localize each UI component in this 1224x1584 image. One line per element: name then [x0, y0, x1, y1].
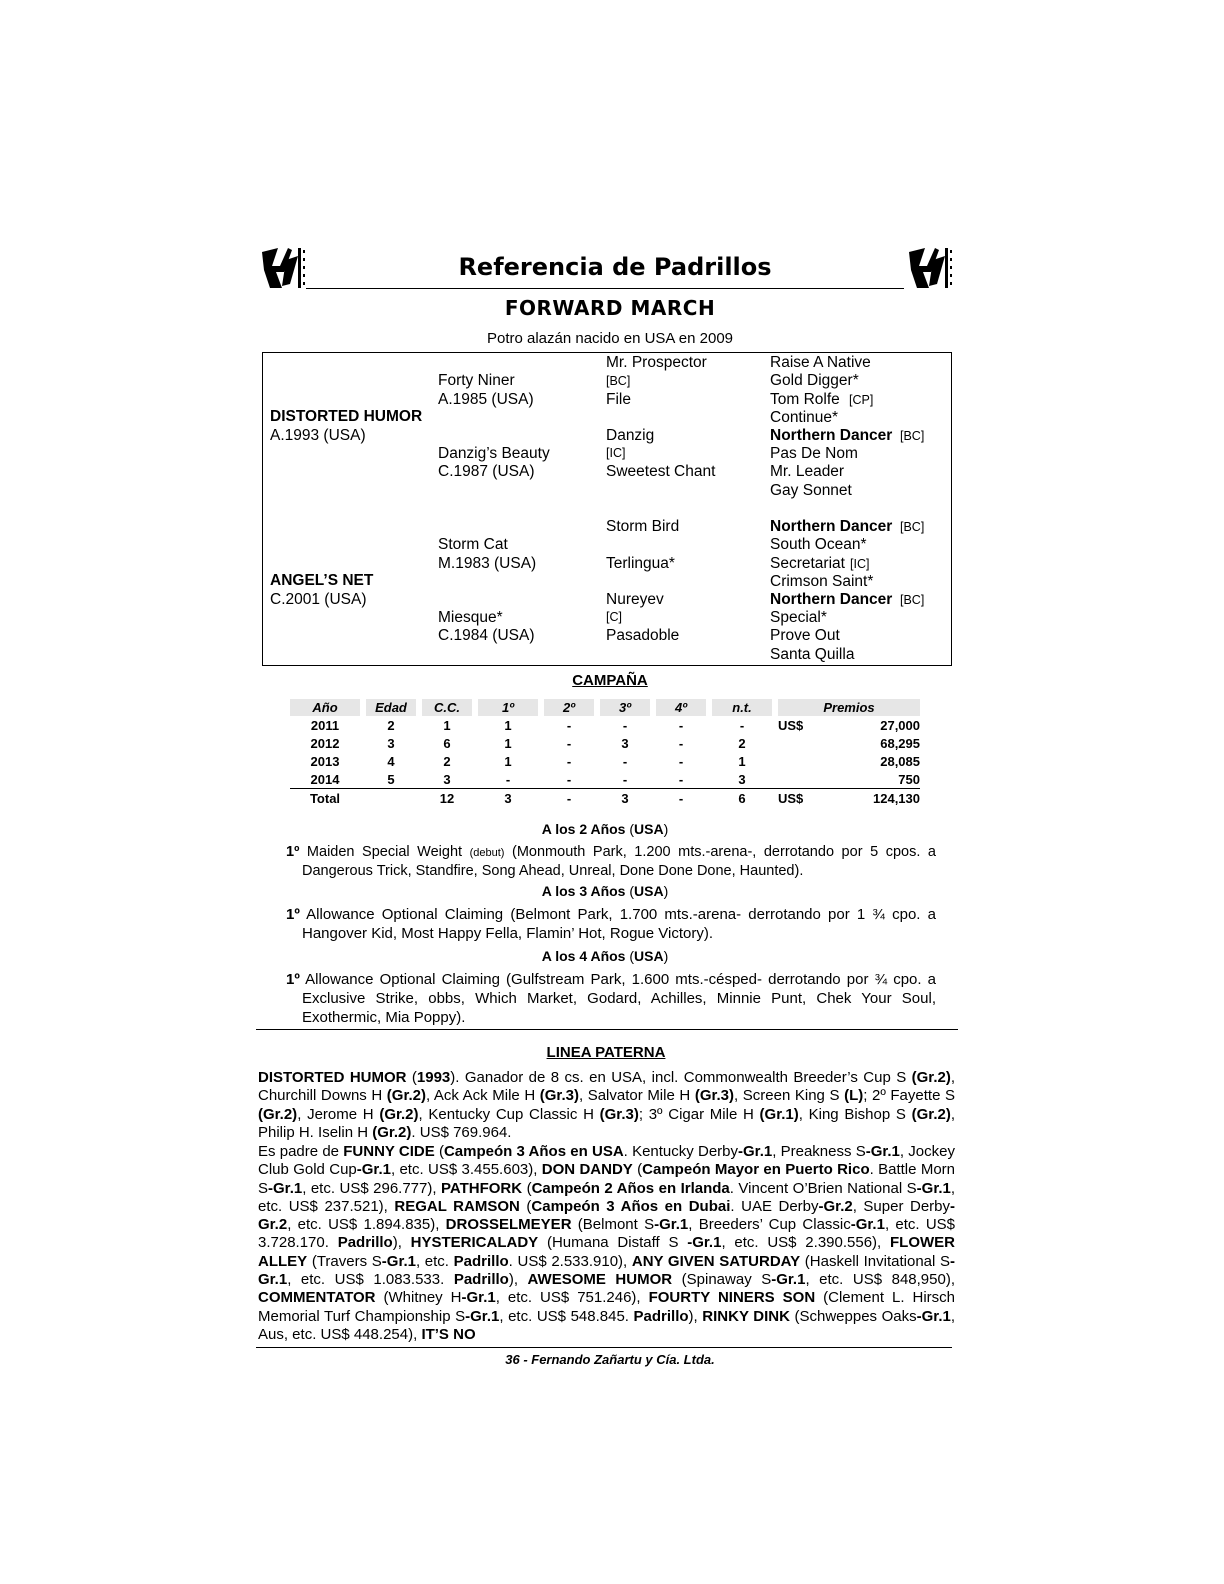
- table-cell: 5: [387, 771, 395, 787]
- table-row-total: [290, 789, 920, 808]
- wins-2-label: A los 2 Años: [541, 821, 626, 837]
- logo-left: [258, 244, 308, 294]
- campaign-header-row: [290, 699, 920, 716]
- linea-paragraph-1: [258, 1069, 955, 1142]
- text-run: -Gr.1: [654, 1216, 689, 1234]
- table-cell: 2: [387, 717, 395, 733]
- table-cell: 12: [422, 789, 472, 808]
- text-run: (Humana Distaff S: [538, 1234, 688, 1252]
- pedigree-g4-name: Northern Dancer: [770, 518, 893, 535]
- text-run: , Aus, etc. US$ 448.254),: [258, 1307, 955, 1343]
- col-header: C.C.: [422, 699, 472, 716]
- text-run: (: [406, 1069, 417, 1086]
- pedigree-g3-tag: [C]: [606, 610, 622, 624]
- col-header: Premios: [778, 699, 920, 716]
- table-cell: 1: [504, 735, 512, 751]
- text-run: PATHFORK: [441, 1179, 523, 1197]
- text-run: (Gr.3): [539, 1087, 579, 1105]
- wins-2-title: A los 2 Años (USA): [541, 821, 669, 837]
- pedigree-g4-name: Santa Quilla: [770, 646, 855, 663]
- header-rule: [306, 288, 904, 289]
- pedigree-g4-name: Northern Dancer: [770, 591, 893, 608]
- text-run: Padrillo: [633, 1307, 689, 1325]
- table-cell: 2013: [310, 753, 340, 769]
- table-cell-currency: [778, 734, 828, 752]
- text-run: , etc. US$ 237.521),: [258, 1179, 956, 1215]
- table-cell: -: [622, 717, 628, 733]
- table-cell: 3: [387, 735, 395, 751]
- text-run: . US$ 769.964.: [411, 1123, 512, 1141]
- text-run: , Kentucky Cup Classic H: [418, 1105, 600, 1123]
- text-run: -Gr.1: [771, 1271, 806, 1289]
- col-header: 3º: [600, 699, 650, 716]
- col-header: 2º: [544, 699, 594, 716]
- text-run: -Gr.1: [465, 1307, 500, 1325]
- text-run: . Battle Morn S: [258, 1161, 956, 1197]
- wins-lead: 1º: [286, 971, 300, 988]
- text-run: REGAL RAMSON: [394, 1197, 520, 1215]
- table-cell: -: [566, 717, 572, 733]
- text-run: Es padre de: [258, 1143, 344, 1160]
- table-cell: -: [678, 771, 684, 787]
- pedigree-g2-name: Danzig’s Beauty: [438, 445, 550, 462]
- col-header: Edad: [366, 699, 416, 716]
- wins-debut: (debut): [469, 847, 505, 859]
- table-cell: -: [566, 753, 572, 769]
- pedigree-g3-tag: [BC]: [606, 374, 631, 388]
- text-run: -Gr.1: [268, 1179, 303, 1197]
- text-run: Padrillo: [453, 1271, 509, 1289]
- page-title: Referencia de Padrillos: [458, 253, 772, 281]
- text-run: , Ack Ack Mile H: [425, 1087, 540, 1105]
- pedigree-g4-name: Secretariat: [770, 555, 845, 572]
- pedigree-g3-name: Sweetest Chant: [606, 463, 716, 480]
- text-run: -Gr.1: [738, 1143, 773, 1160]
- text-run: ; 3º Cigar Mile H: [638, 1105, 760, 1123]
- table-row: [290, 734, 920, 752]
- section-rule: [256, 1029, 958, 1030]
- text-run: , Screen King S: [734, 1087, 845, 1105]
- text-run: . Vincent O’Brien National S: [729, 1179, 917, 1197]
- text-run: , Churchill Downs H: [258, 1069, 955, 1105]
- text-run: (Gr.2): [911, 1069, 951, 1086]
- text-run: (Spinaway S: [672, 1271, 772, 1289]
- pedigree-g4-tag: [BC]: [900, 429, 925, 443]
- table-cell-currency: US$: [778, 717, 804, 733]
- pedigree-g4-tag: [CP]: [849, 393, 874, 407]
- wins-country: USA: [634, 821, 664, 837]
- text-run: , etc. US$ 1.894.835),: [287, 1216, 446, 1234]
- table-cell: 4: [387, 753, 395, 769]
- text-run: , Philip H. Iselin H: [258, 1105, 955, 1141]
- table-cell: 6: [443, 735, 451, 751]
- pedigree-g3-tag: [IC]: [606, 446, 626, 460]
- text-run: FUNNY CIDE: [343, 1143, 435, 1160]
- text-run: -Gr.2: [258, 1197, 956, 1234]
- text-run: , etc. US$ 296.777),: [302, 1179, 441, 1197]
- text-run: FLOWER ALLEY: [258, 1234, 955, 1270]
- table-cell: 3: [621, 735, 629, 751]
- text-run: ),: [392, 1234, 411, 1252]
- table-cell: 1: [738, 753, 746, 769]
- pedigree-g2-info: A.1985 (USA): [438, 391, 534, 408]
- text-run: (: [434, 1143, 444, 1160]
- text-run: (Gr.2): [386, 1087, 426, 1105]
- pedigree-g2-name: Forty Niner: [438, 372, 515, 389]
- text-run: , Breeders’ Cup Classic: [688, 1216, 851, 1234]
- text-run: -Gr.1: [916, 1307, 951, 1325]
- table-cell: 6: [712, 789, 772, 808]
- text-run: . Kentucky Derby: [623, 1143, 739, 1160]
- wins-4-title: A los 4 Años (USA): [541, 948, 669, 964]
- text-run: RINKY DINK: [702, 1307, 790, 1325]
- text-run: COMMENTATOR: [258, 1289, 376, 1307]
- table-cell: -: [678, 735, 684, 751]
- pedigree-g4-tag: [BC]: [900, 593, 925, 607]
- pedigree-g2-info: M.1983 (USA): [438, 555, 537, 572]
- pedigree-g4-tag: [BC]: [900, 520, 925, 534]
- text-run: Padrillo: [453, 1252, 509, 1270]
- pedigree-g4-name: Pas De Nom: [770, 445, 858, 462]
- table-cell: -: [566, 771, 572, 787]
- pedigree-g4-name: Gold Digger*: [770, 372, 859, 389]
- text-run: -Gr.1: [687, 1234, 722, 1252]
- text-run: (Gr.3): [694, 1087, 735, 1105]
- text-run: -Gr.1: [916, 1179, 951, 1197]
- text-run: , etc. US$ 3.455.603),: [390, 1161, 542, 1179]
- pedigree-g4-name: Mr. Leader: [770, 463, 845, 480]
- pedigree-g4-name: South Ocean*: [770, 536, 867, 553]
- table-cell: 2: [738, 735, 746, 751]
- wins-detail: Allowance Optional Claiming (Gulfstream Park, 1.600 mts.-césped- derrotando por ¾ cpo. a Exclusive Strike, obbs, Which Market, Godard, Achilles, Minnie Punt, Chek Your Soul, Exothermic, Mia Poppy).: [299, 971, 936, 1026]
- text-run: Campeón 3 Años en USA: [443, 1143, 624, 1160]
- horse-name: FORWARD MARCH: [504, 296, 716, 320]
- wins-4-label: A los 4 Años: [541, 948, 626, 964]
- campaign-body: [290, 716, 920, 807]
- pedigree-g3-name: Nureyev: [606, 591, 664, 608]
- text-run: ),: [508, 1271, 528, 1289]
- text-run: ). Ganador de 8 cs. en USA, incl. Commonwealth Breeder’s Cup S: [450, 1069, 912, 1086]
- text-run: (Schweppes Oaks: [789, 1307, 917, 1325]
- pedigree-g2-name: Storm Cat: [438, 536, 508, 553]
- footer-rule: [256, 1347, 952, 1348]
- text-run: -Gr.1: [865, 1143, 900, 1160]
- text-run: . US$ 2.533.910),: [508, 1252, 632, 1270]
- text-run: ),: [688, 1307, 703, 1325]
- table-cell: -: [544, 789, 594, 808]
- text-run: , etc.: [415, 1252, 454, 1270]
- table-cell: -: [739, 717, 745, 733]
- pedigree-g3-name: Danzig: [606, 427, 655, 444]
- table-cell: [366, 789, 416, 808]
- table-cell: 3: [443, 771, 451, 787]
- text-run: (Gr.2): [258, 1105, 298, 1123]
- wins-lead: 1º: [286, 844, 300, 860]
- text-run: Padrillo: [337, 1234, 393, 1252]
- text-run: , etc. US$ 848,950),: [805, 1271, 955, 1289]
- table-cell: 1: [443, 717, 451, 733]
- pedigree-g3-name: Storm Bird: [606, 518, 680, 535]
- text-run: , etc. US$ 2.390.556),: [721, 1234, 890, 1252]
- text-run: AWESOME HUMOR: [527, 1271, 673, 1289]
- table-cell: -: [505, 771, 511, 787]
- table-cell: 3: [478, 789, 538, 808]
- text-run: (L): [844, 1087, 864, 1105]
- text-run: (: [519, 1197, 532, 1215]
- text-run: (Gr.2): [379, 1105, 419, 1123]
- table-cell: -: [622, 771, 628, 787]
- table-cell: 1: [504, 753, 512, 769]
- table-cell: -: [622, 753, 628, 769]
- table-cell-amount: 28,085: [880, 753, 920, 769]
- wins-country: USA: [634, 883, 664, 899]
- text-run: (Travers S: [307, 1252, 382, 1270]
- pedigree-sire: DISTORTED HUMOR: [270, 408, 423, 425]
- table-cell-amount: 27,000: [880, 717, 920, 733]
- text-run: (Whitney H: [375, 1289, 462, 1307]
- table-cell-currency: US$: [778, 789, 828, 808]
- table-cell: 3: [600, 789, 650, 808]
- page-footer: 36 - Fernando Zañartu y Cía. Ltda.: [505, 1352, 715, 1367]
- table-cell: 2011: [310, 717, 340, 733]
- text-run: IT’S NO: [421, 1325, 476, 1343]
- table-row: [290, 752, 920, 770]
- pedigree-g3-name: Terlingua*: [606, 555, 675, 572]
- text-run: -Gr.1: [461, 1289, 496, 1307]
- text-run: Campeón Mayor en Puerto Rico: [642, 1161, 870, 1179]
- pedigree-g4-name: Gay Sonnet: [770, 482, 852, 499]
- text-run: , Jerome H: [297, 1105, 380, 1123]
- text-run: , Salvator Mile H: [578, 1087, 695, 1105]
- text-run: (Belmont S: [571, 1216, 655, 1234]
- text-run: (: [522, 1179, 532, 1197]
- text-run: -Gr.1: [258, 1252, 955, 1289]
- pedigree-dam: ANGEL’S NET: [270, 572, 374, 589]
- text-run: (Haskell Invitational S: [800, 1252, 950, 1270]
- wins-2-text: [286, 843, 936, 880]
- text-run: HYSTERICALADY: [410, 1234, 539, 1252]
- text-run: (: [632, 1161, 643, 1179]
- text-run: -Gr.1: [356, 1161, 391, 1179]
- wins-3-title: A los 3 Años (USA): [541, 883, 669, 899]
- pedigree-g4-name: Tom Rolfe: [770, 391, 840, 408]
- text-run: ANY GIVEN SATURDAY: [631, 1252, 801, 1270]
- table-cell-currency: [778, 770, 828, 789]
- pedigree-sire-info: A.1993 (USA): [270, 427, 366, 444]
- table-cell-amount: 124,130: [828, 789, 920, 808]
- text-run: FOURTY NINERS SON: [648, 1289, 816, 1307]
- wins-3-text: [286, 905, 936, 943]
- text-run: , King Bishop S: [798, 1105, 912, 1123]
- pedigree-g2-info: C.1984 (USA): [438, 627, 535, 644]
- text-run: (Gr.2): [911, 1105, 951, 1123]
- table-cell: 2: [443, 753, 451, 769]
- table-cell-amount: 68,295: [880, 735, 920, 751]
- col-header: 1º: [478, 699, 538, 716]
- text-run: -Gr.1: [381, 1252, 416, 1270]
- table-row: [290, 770, 920, 789]
- text-run: -Gr.1: [850, 1216, 885, 1234]
- text-run: 1993: [416, 1069, 451, 1086]
- pedigree-g4-name: Special*: [770, 609, 827, 626]
- table-cell: 1: [504, 717, 512, 733]
- col-header: 4º: [656, 699, 706, 716]
- table-cell: Total: [290, 789, 360, 808]
- wins-race: Maiden Special Weight: [299, 844, 470, 860]
- text-run: , etc. US$ 548.845.: [499, 1307, 634, 1325]
- pedigree-g4-tag: [IC]: [850, 557, 870, 571]
- table-cell: -: [678, 753, 684, 769]
- linea-title: LINEA PATERNA: [546, 1044, 666, 1061]
- text-run: (Clement L. Hirsch Memorial Turf Championship S: [258, 1289, 956, 1325]
- table-cell-amount: 750: [898, 771, 920, 787]
- pedigree-g3-name: File: [606, 391, 631, 408]
- wins-3-label: A los 3 Años: [541, 883, 626, 899]
- campaign-table: [290, 699, 920, 807]
- wins-detail: (Monmouth Park, 1.200 mts.-arena-, derrotando por 5 cpos. a Dangerous Trick, Standfire, Song Ahead, Unreal, Done Done Done, Haunted).: [302, 844, 936, 879]
- table-cell: -: [566, 735, 572, 751]
- text-run: , etc. US$ 751.246),: [495, 1289, 649, 1307]
- col-header: n.t.: [712, 699, 772, 716]
- col-header: Año: [290, 699, 360, 716]
- pedigree-dam-info: C.2001 (USA): [270, 591, 367, 608]
- text-run: , Super Derby: [852, 1197, 951, 1215]
- table-cell: -: [678, 717, 684, 733]
- wins-detail: Allowance Optional Claiming (Belmont Park, 1.700 mts.-arena- derrotando por 1 ¾ cpo. a Hangover Kid, Most Happy Fella, Flamin’ Hot, Rogue Victory).: [299, 906, 936, 942]
- text-run: DON DANDY: [541, 1161, 633, 1179]
- pedigree-g3-name: Pasadoble: [606, 627, 680, 644]
- pedigree-g4-name: Northern Dancer: [770, 427, 893, 444]
- text-run: , etc. US$ 3.728.170.: [258, 1216, 955, 1252]
- campana-title: CAMPAÑA: [572, 672, 648, 689]
- wins-lead: 1º: [286, 906, 300, 923]
- text-run: . UAE Derby: [730, 1197, 819, 1215]
- text-run: Campeón 2 Años en Irlanda: [531, 1179, 730, 1197]
- text-run: ; 2º Fayette S: [863, 1087, 956, 1105]
- table-cell: 3: [738, 771, 746, 787]
- pedigree-g4-name: Raise A Native: [770, 354, 871, 371]
- text-run: DROSSELMEYER: [445, 1216, 572, 1234]
- text-run: , Jockey Club Gold Cup: [258, 1143, 955, 1179]
- text-run: (Gr.2): [372, 1123, 412, 1141]
- text-run: (Gr.3): [599, 1105, 639, 1123]
- table-cell: 2014: [310, 771, 340, 787]
- pedigree-g2-info: C.1987 (USA): [438, 463, 535, 480]
- horse-subtitle: Potro alazán nacido en USA en 2009: [486, 330, 733, 347]
- pedigree-g4-name: Continue*: [770, 409, 839, 426]
- table-cell: -: [656, 789, 706, 808]
- table-cell: 2012: [310, 735, 340, 751]
- text-run: Campeón 3 Años en Dubai: [531, 1197, 731, 1215]
- table-cell-currency: [778, 752, 828, 770]
- text-run: DISTORTED HUMOR: [258, 1069, 407, 1086]
- wins-4-text: [286, 970, 936, 1027]
- table-row: [290, 716, 920, 734]
- text-run: (Gr.1): [759, 1105, 799, 1123]
- pedigree-g3-name: Mr. Prospector: [606, 354, 707, 371]
- linea-paragraph-2: [258, 1143, 955, 1344]
- pedigree-g4-name: Prove Out: [770, 627, 840, 644]
- wins-country: USA: [634, 948, 664, 964]
- text-run: , etc. US$ 1.083.533.: [287, 1271, 454, 1289]
- text-run: , Preakness S: [772, 1143, 866, 1160]
- pedigree-g4-name: Crimson Saint*: [770, 573, 874, 590]
- text-run: -Gr.2: [818, 1197, 853, 1215]
- pedigree-g2-name: Miesque*: [438, 609, 503, 626]
